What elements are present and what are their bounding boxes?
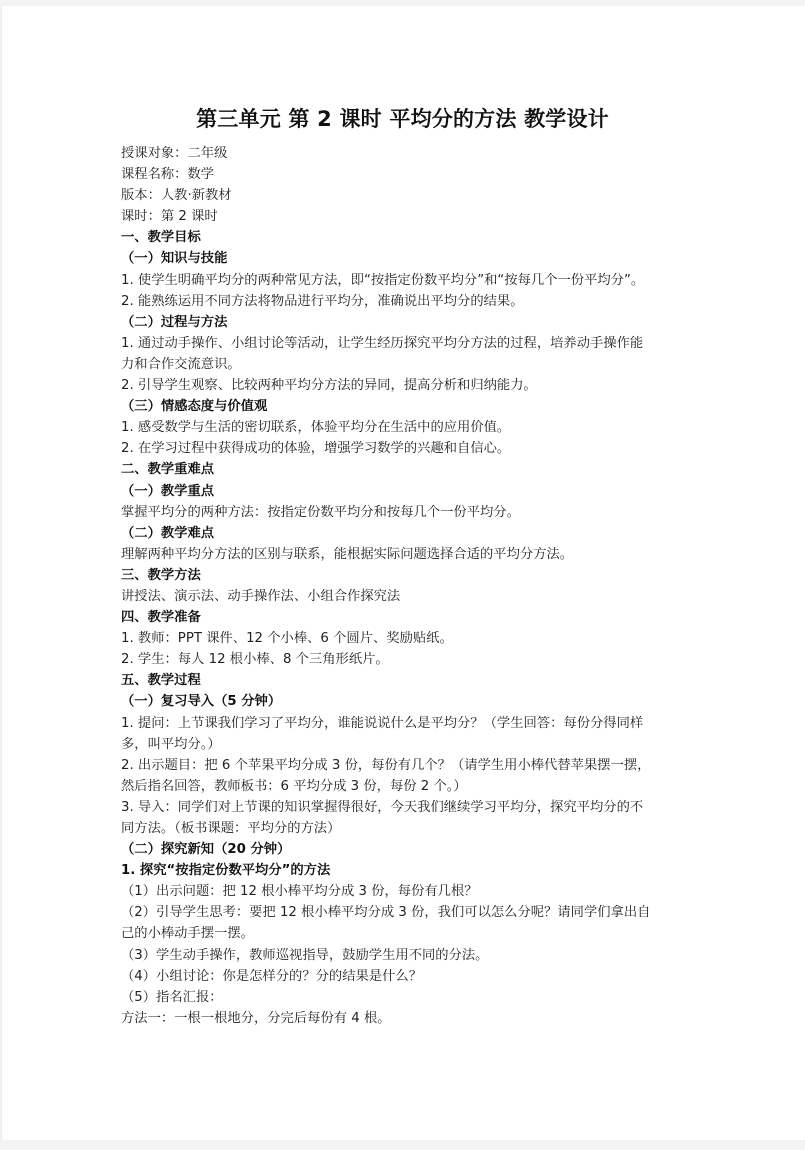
paragraph-line: 多，叫平均分。） — [121, 736, 221, 752]
section-heading-objectives: 一、教学目标 — [121, 230, 201, 246]
paragraph-line: （4）小组讨论：你是怎样分的？分的结果是什么？ — [121, 968, 422, 984]
paragraph-line: （3）学生动手操作，教师巡视指导，鼓励学生用不同的分法。 — [121, 947, 489, 963]
paragraph-line: （5）指名汇报： — [121, 989, 223, 1005]
meta-course: 课程名称：数学 — [121, 167, 215, 183]
section-heading-key-points: 二、教学重难点 — [121, 462, 215, 478]
section-heading-process: 五、教学过程 — [121, 673, 201, 689]
paragraph-line: 1. 通过动手操作、小组讨论等活动，让学生经历探究平均分方法的过程，培养动手操作能 — [121, 335, 644, 351]
subsection-heading-difficulty: （二）教学难点 — [121, 525, 215, 541]
subsection-heading-focus: （一）教学重点 — [121, 483, 215, 499]
paragraph-line: 力和合作交流意识。 — [121, 356, 241, 372]
meta-audience: 授课对象：二年级 — [121, 146, 228, 161]
paragraph-line: （2）引导学生思考：要把 12 根小棒平均分成 3 份，我们可以怎么分呢？请同学们拿出自 — [121, 905, 651, 921]
subsection-heading-explore: （二）探究新知（20 分钟） — [121, 842, 291, 858]
paragraph-line: 1. 使学生明确平均分的两种常见方法，即“按指定份数平均分”和“按每几个一份平均分”。 — [121, 272, 645, 288]
paragraph-line: 1. 教师：PPT 课件、12 个小棒、6 个圆片、奖励贴纸。 — [121, 631, 453, 647]
paragraph-line: 1. 感受数学与生活的密切联系，体验平均分在生活中的应用价值。 — [121, 420, 511, 436]
document-title: 第三单元 第 2 课时 平均分的方法 教学设计 — [196, 107, 609, 131]
paragraph-line: 然后指名回答，教师板书：6 平均分成 3 份，每份 2 个。） — [121, 778, 467, 794]
subsection-heading-attitude: （三）情感态度与价值观 — [121, 399, 268, 415]
subsection-heading-knowledge: （一）知识与技能 — [121, 251, 228, 267]
paragraph-line: 2. 能熟练运用不同方法将物品进行平均分，准确说出平均分的结果。 — [121, 293, 524, 309]
meta-period: 课时：第 2 课时 — [121, 209, 218, 225]
paragraph-line: 讲授法、演示法、动手操作法、小组合作探究法 — [121, 588, 401, 604]
paragraph-line: 掌握平均分的两种方法：按指定份数平均分和按每几个一份平均分。 — [121, 504, 520, 520]
meta-edition: 版本：人教·新教材 — [121, 188, 232, 204]
paragraph-line: 2. 引导学生观察、比较两种平均分方法的异同，提高分析和归纳能力。 — [121, 378, 537, 394]
subsection-heading-process: （二）过程与方法 — [121, 314, 228, 330]
section-heading-methods: 三、教学方法 — [121, 567, 201, 583]
paragraph-line: 理解两种平均分方法的区别与联系，能根据实际问题选择合适的平均分方法。 — [121, 546, 574, 562]
paragraph-line: 2. 出示题目：把 6 个苹果平均分成 3 份，每份有几个？（请学生用小棒代替苹果摆一摆， — [121, 757, 651, 773]
item-heading-explore-method: 1. 探究“按指定份数平均分”的方法 — [121, 863, 331, 879]
paragraph-line: 2. 学生：每人 12 根小棒、8 个三角形纸片。 — [121, 652, 389, 668]
document-body — [121, 143, 691, 1029]
paragraph-line: 3. 导入：同学们对上节课的知识掌握得很好，今天我们继续学习平均分，探究平均分的不 — [121, 799, 644, 815]
paragraph-line: 方法一：一根一根地分，分完后每份有 4 根。 — [121, 1010, 391, 1026]
paragraph-line: 1. 提问：上节课我们学习了平均分，谁能说说什么是平均分？（学生回答：每份分得同样 — [121, 715, 644, 731]
paragraph-line: 同方法。（板书课题：平均分的方法） — [121, 821, 341, 836]
section-heading-preparation: 四、教学准备 — [121, 610, 201, 626]
paragraph-line: 2. 在学习过程中获得成功的体验，增强学习数学的兴趣和自信心。 — [121, 441, 511, 457]
paragraph-line: 己的小棒动手摆一摆。 — [121, 926, 254, 942]
paragraph-line: （1）出示问题：把 12 根小棒平均分成 3 份，每份有几根？ — [121, 884, 478, 900]
subsection-heading-review: （一）复习导入（5 分钟） — [121, 694, 282, 710]
